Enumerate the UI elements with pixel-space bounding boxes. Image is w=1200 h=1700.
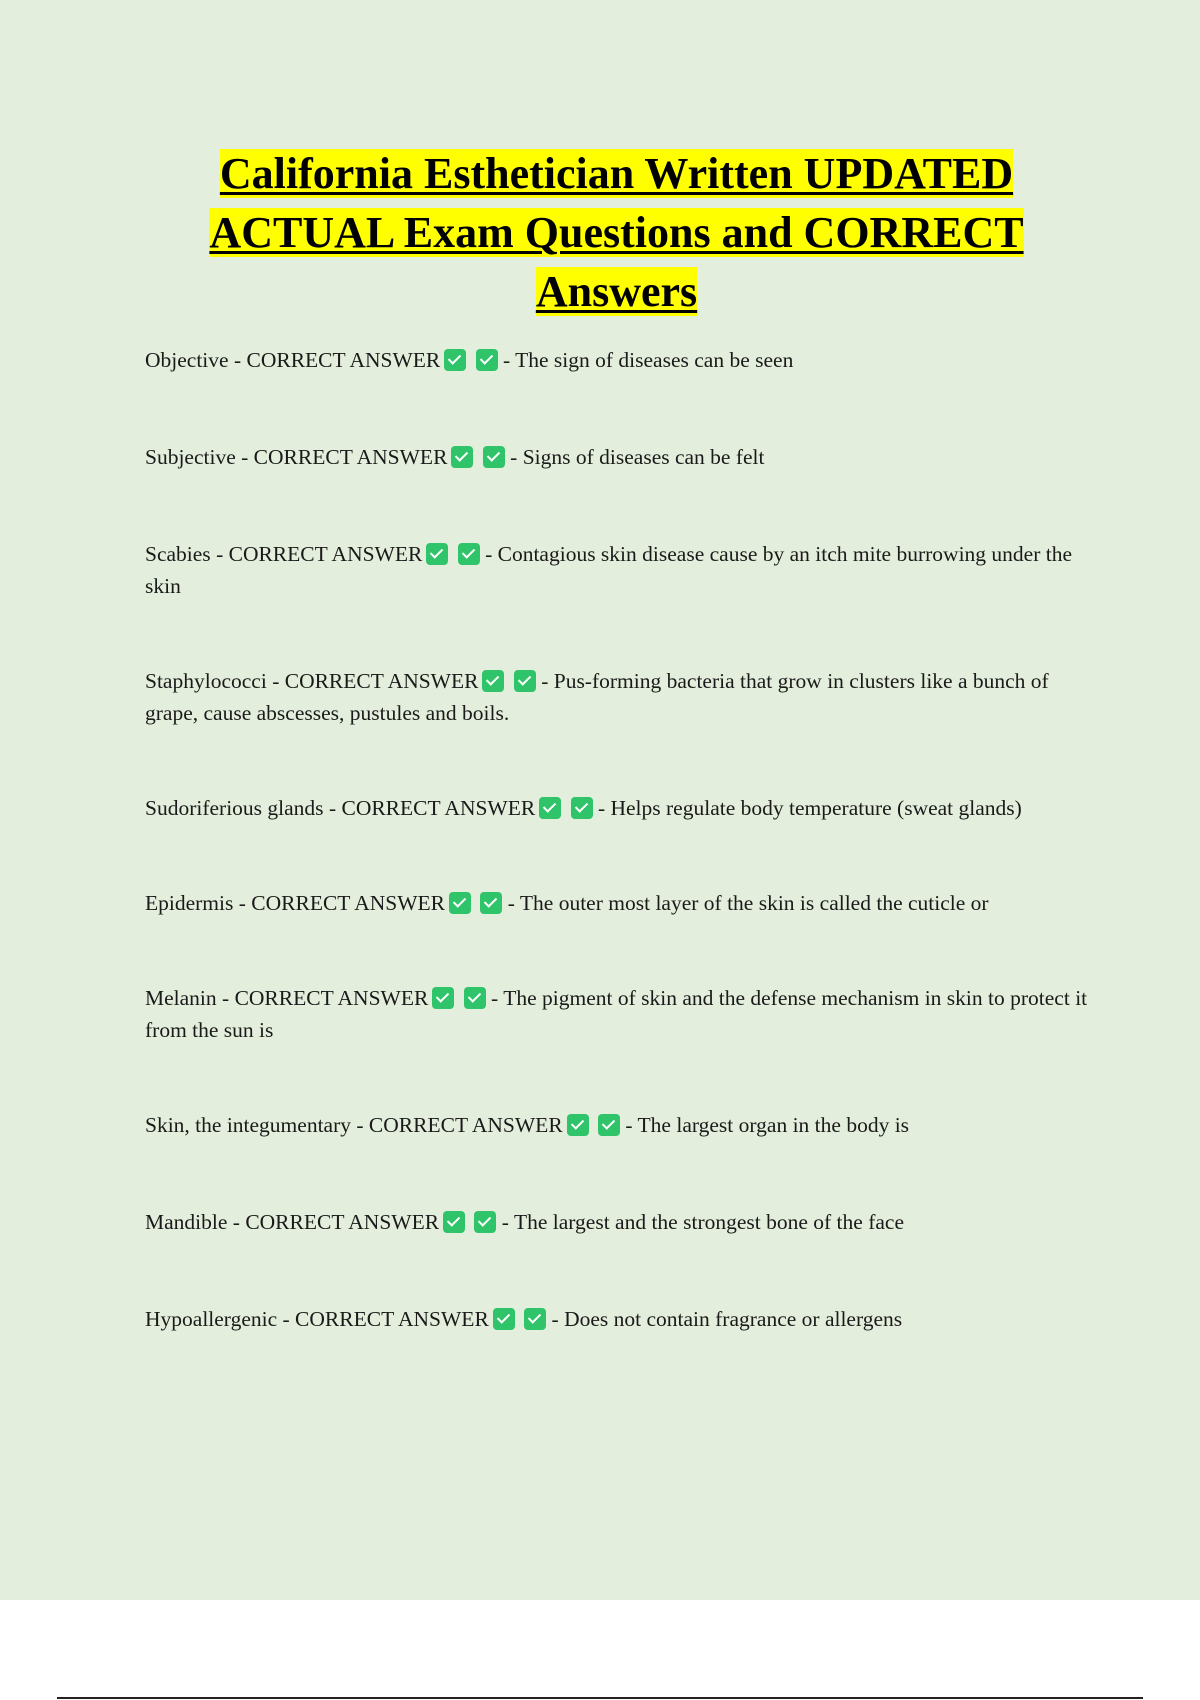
check-mark-icon — [451, 446, 473, 468]
qa-separator: - CORRECT ANSWER — [238, 891, 446, 915]
check-mark-icon — [476, 349, 498, 371]
check-mark-icon — [483, 446, 505, 468]
qa-item — [145, 1303, 1095, 1335]
qa-item — [145, 887, 1095, 919]
qa-separator: - CORRECT ANSWER — [328, 796, 536, 820]
qa-answer: - Helps regulate body temperature (sweat glands) — [597, 796, 1022, 820]
qa-term: Staphylococci — [145, 669, 267, 693]
check-mark-icon — [539, 797, 561, 819]
qa-item — [145, 1206, 1095, 1238]
check-mark-icon — [482, 670, 504, 692]
qa-separator: - CORRECT ANSWER — [241, 445, 448, 469]
qa-answer: - The sign of diseases can be seen — [502, 348, 794, 372]
qa-term: Mandible — [145, 1210, 228, 1234]
check-mark-icon — [480, 892, 502, 914]
qa-answer: - The largest organ in the body is — [625, 1113, 910, 1137]
qa-separator: - CORRECT ANSWER — [222, 986, 429, 1010]
qa-separator: - CORRECT ANSWER — [232, 1210, 440, 1234]
footer-divider — [57, 1697, 1143, 1699]
check-mark-icon — [426, 543, 448, 565]
title-highlight: California Esthetician Written UPDATED ACTUAL Exam Questions and CORRECT Answers — [209, 149, 1024, 316]
qa-item — [145, 1109, 1095, 1141]
qa-answer: - Does not contain fragrance or allergens — [551, 1307, 903, 1331]
check-mark-icon — [493, 1308, 515, 1330]
qa-term: Sudoriferious glands — [145, 796, 324, 820]
check-mark-icon — [443, 1211, 465, 1233]
qa-item — [145, 441, 1095, 473]
qa-answer: - Contagious skin disease cause by an itch mite burrowing under the skin — [145, 542, 1073, 598]
qa-term: Objective — [145, 348, 229, 372]
qa-term: Epidermis — [145, 891, 234, 915]
qa-term: Skin, the integumentary — [145, 1113, 352, 1137]
qa-separator: - CORRECT ANSWER — [282, 1307, 489, 1331]
check-mark-icon — [458, 543, 480, 565]
check-mark-icon — [524, 1308, 546, 1330]
check-mark-icon — [449, 892, 471, 914]
qa-term: Subjective — [145, 445, 236, 469]
check-mark-icon — [571, 797, 593, 819]
check-mark-icon — [444, 349, 466, 371]
check-mark-icon — [464, 987, 486, 1009]
qa-list — [145, 344, 1095, 1335]
qa-separator: - CORRECT ANSWER — [233, 348, 441, 372]
qa-answer: - Signs of diseases can be felt — [510, 445, 765, 469]
qa-term: Melanin — [145, 986, 217, 1010]
qa-item — [145, 792, 1095, 824]
qa-answer: - The largest and the strongest bone of the face — [501, 1210, 904, 1234]
qa-separator: - CORRECT ANSWER — [272, 669, 479, 693]
qa-answer: - The outer most layer of the skin is called the cuticle or — [507, 891, 989, 915]
check-mark-icon — [567, 1114, 589, 1136]
qa-item — [145, 344, 1095, 376]
qa-item — [145, 665, 1095, 729]
qa-answer: - The pigment of skin and the defense mechanism in skin to protect it from the sun is — [145, 986, 1088, 1042]
check-mark-icon — [474, 1211, 496, 1233]
check-mark-icon — [598, 1114, 620, 1136]
qa-separator: - CORRECT ANSWER — [216, 542, 423, 566]
qa-item — [145, 982, 1095, 1046]
check-mark-icon — [514, 670, 536, 692]
qa-term: Hypoallergenic — [145, 1307, 278, 1331]
qa-answer: - Pus-forming bacteria that grow in clusters like a bunch of grape, cause abscesses, pustules and boils. — [145, 669, 1049, 725]
check-mark-icon — [432, 987, 454, 1009]
qa-term: Scabies — [145, 542, 211, 566]
qa-separator: - CORRECT ANSWER — [356, 1113, 563, 1137]
document-title — [130, 144, 1103, 321]
qa-item — [145, 538, 1095, 602]
